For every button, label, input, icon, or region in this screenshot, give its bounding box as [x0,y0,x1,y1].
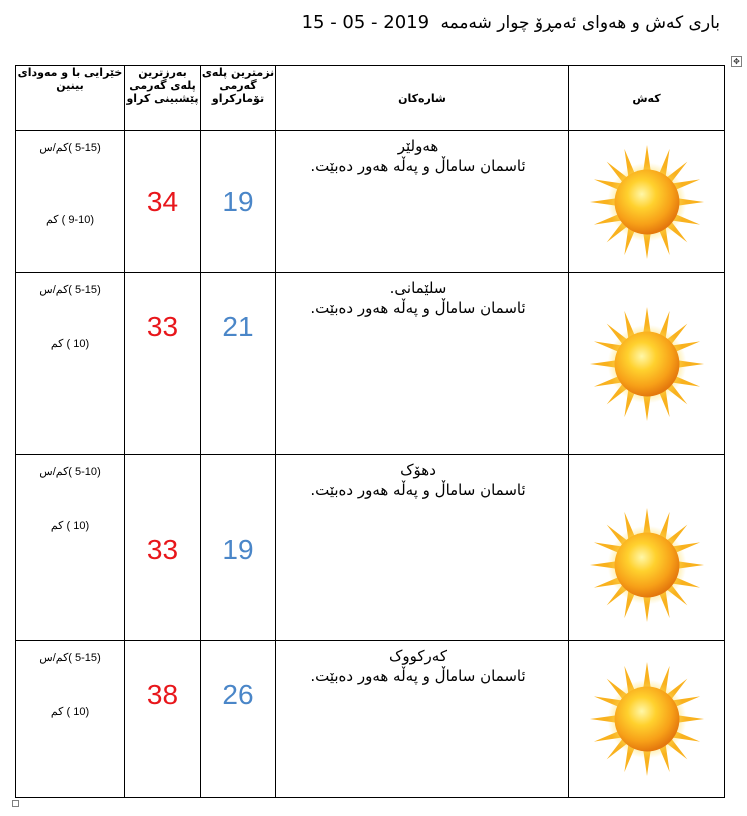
max-temp: 34 [125,131,201,273]
max-temp: 38 [125,641,201,798]
header-weather: کەش [569,66,725,131]
min-temp: 21 [201,273,276,455]
city-name: دهۆک [400,461,436,479]
city-name: هەولێر [397,137,439,155]
max-temp: 33 [125,455,201,641]
condition-text: ئاسمان ساماڵ و پەڵە هەور دەبێت. [310,667,526,685]
condition-text: ئاسمان ساماڵ و پەڵە هەور دەبێت. [310,481,526,499]
visibility: (10 ) کم [50,338,90,350]
city-name: سلێمانی. [389,279,447,297]
weather-cell [569,455,725,641]
title-text: باری کەش و هەوای ئەمڕۆ چوار شەممە [440,13,720,33]
wind-cell [16,455,125,641]
city-cell [276,641,569,798]
table-row [16,131,725,273]
weather-cell [569,131,725,273]
table-move-handle-icon[interactable]: ✥ [731,56,742,67]
condition-text: ئاسمان ساماڵ و پەڵە هەور دەبێت. [310,299,526,317]
sun-icon [588,506,706,624]
wind-speed: (5-15 )کم/س [39,142,101,154]
city-name: کەرکووک [389,647,447,665]
min-temp: 19 [201,455,276,641]
min-temp: 19 [201,131,276,273]
table-resize-handle[interactable] [12,800,19,807]
table-row [16,273,725,455]
wind-cell [16,641,125,798]
city-cell [276,131,569,273]
weather-table [15,65,725,798]
table-row [16,641,725,798]
wind-speed: (5-15 )کم/س [39,652,101,664]
wind-cell [16,131,125,273]
title-date: 15 - 05 - 2019 [301,12,430,33]
page-title [280,12,720,38]
weather-cell [569,273,725,455]
max-temp: 33 [125,273,201,455]
visibility: (10 ) کم [50,520,90,532]
header-wind: خێرایی با و مەودای بینین [16,66,125,131]
condition-text: ئاسمان ساماڵ و پەڵە هەور دەبێت. [310,157,526,175]
header-city: شارەکان [276,66,569,131]
min-temp: 26 [201,641,276,798]
header-row [16,66,725,131]
header-min: نزمترین پلەی گەرمی تۆمارکراو [201,66,276,131]
sun-icon [588,143,706,261]
visibility: (9-10 ) کم [45,214,95,226]
wind-cell [16,273,125,455]
wind-speed: (5-10 )کم/س [39,466,101,478]
city-cell [276,273,569,455]
sun-icon [588,660,706,778]
city-cell [276,455,569,641]
table-row [16,455,725,641]
weather-cell [569,641,725,798]
header-max: بەرزترین پلەی گەرمی پێشبینی کراو [125,66,201,131]
visibility: (10 ) کم [50,706,90,718]
sun-icon [588,305,706,423]
wind-speed: (5-15 )کم/س [39,284,101,296]
